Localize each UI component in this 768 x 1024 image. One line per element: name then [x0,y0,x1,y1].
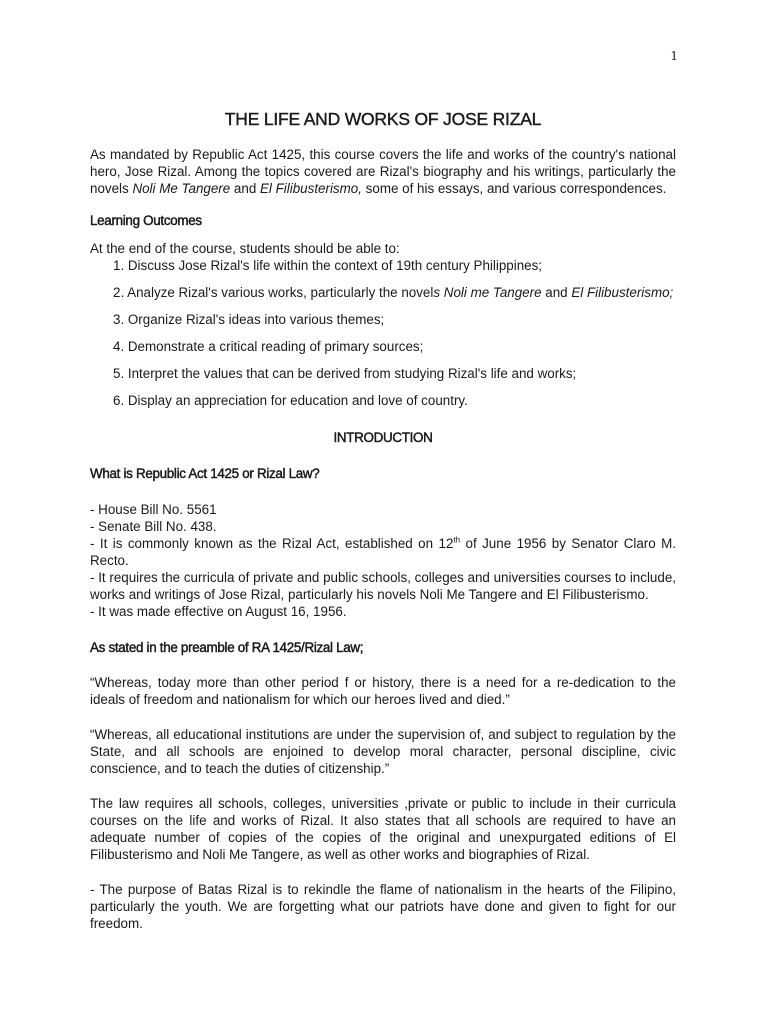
intro-text-3: some of his essays, and various correspondences. [361,181,667,196]
ordinal-suffix: th [453,535,461,545]
list-item: 6. Display an appreciation for education and love of country. [113,393,468,408]
novel-title-fili: El Filibusterismo, [260,181,362,196]
ra-line-effective: - It was made effective on August 16, 1956. [90,604,347,619]
ra-line-house-bill: - House Bill No. 5561 [90,502,217,517]
novel-title-fili: El Filibusterismo; [571,285,674,300]
ra-section-heading: What is Republic Act 1425 or Rizal Law? [90,466,320,481]
ra-line-known-as [90,535,676,569]
purpose-paragraph: - The purpose of Batas Rizal is to rekindle the flame of nationalism in the hearts of the Filipino, particularly the youth. We are forgetting what our patriots have done and given to fight for our freedom. [90,882,676,931]
ra-line-known-as-text: - It is commonly known as the Rizal Act, established on 12 [90,536,454,551]
ra-line-known-as-text-2: of June 1956 by Senator Claro M. Recto. [90,536,676,568]
learning-outcomes-lead: At the end of the course, students should be able to: [90,241,400,256]
law-requirements-paragraph: The law requires all schools, colleges, universities ,private or public to include in their curricula courses on the life and works of Rizal. It also states that all schools are required to have an adequate number of copies of the copies of the original and unexpurgated editions of El Filibusterismo and Noli Me Tangere, as well as other works and biographies of Rizal. [90,796,676,862]
document-title: THE LIFE AND WORKS OF JOSE RIZAL [224,109,542,129]
intro-text-1: As mandated by Republic Act 1425, this course covers the life and works of the country's national hero, Jose Rizal. Among the topics covered are Rizal's biography and his writings, particularly the novels [90,147,676,196]
novel-title-noli: Noli Me Tangere [132,181,231,196]
preamble-heading: As stated in the preamble of RA 1425/Rizal Law; [90,640,364,655]
learning-outcomes-heading: Learning Outcomes [90,213,202,228]
list-item: 4. Demonstrate a critical reading of primary sources; [113,339,424,354]
outcomes-list [90,257,676,409]
list-item: 3. Organize Rizal's ideas into various themes; [113,312,385,327]
list-item-and: and [541,285,572,300]
ra-line-senate-bill: - Senate Bill No. 438. [90,519,217,534]
list-item: 1. Discuss Jose Rizal's life within the context of 19th century Philippines; [113,258,543,273]
preamble-quote-2: “Whereas, all educational institutions are under the supervision of, and subject to regulation by the State, and all schools are enjoined to develop moral character, personal discipline, civic conscience, and to teach the duties of citizenship.” [90,727,676,776]
introduction-heading: INTRODUCTION [333,430,433,445]
intro-text-2: and [230,181,260,196]
novel-title-noli: s Noli me Tangere [433,285,542,300]
list-item-text: 2. Analyze Rizal's various works, particularly the novel [113,285,434,300]
document-body [90,108,676,932]
list-item: 5. Interpret the values that can be derived from studying Rizal's life and works; [113,366,577,381]
ra-line-requires: - It requires the curricula of private and public schools, colleges and universities courses to include, works and writings of Jose Rizal, particularly his novels Noli Me Tangere and El Filibusterismo. [90,570,676,602]
intro-paragraph [90,146,676,197]
list-item [113,284,676,301]
page-number: 1 [670,49,678,63]
preamble-quote-1: “Whereas, today more than other period f or history, there is a need for a re-dedication to the ideals of freedom and nationalism for which our heroes lived and died.” [90,675,676,707]
